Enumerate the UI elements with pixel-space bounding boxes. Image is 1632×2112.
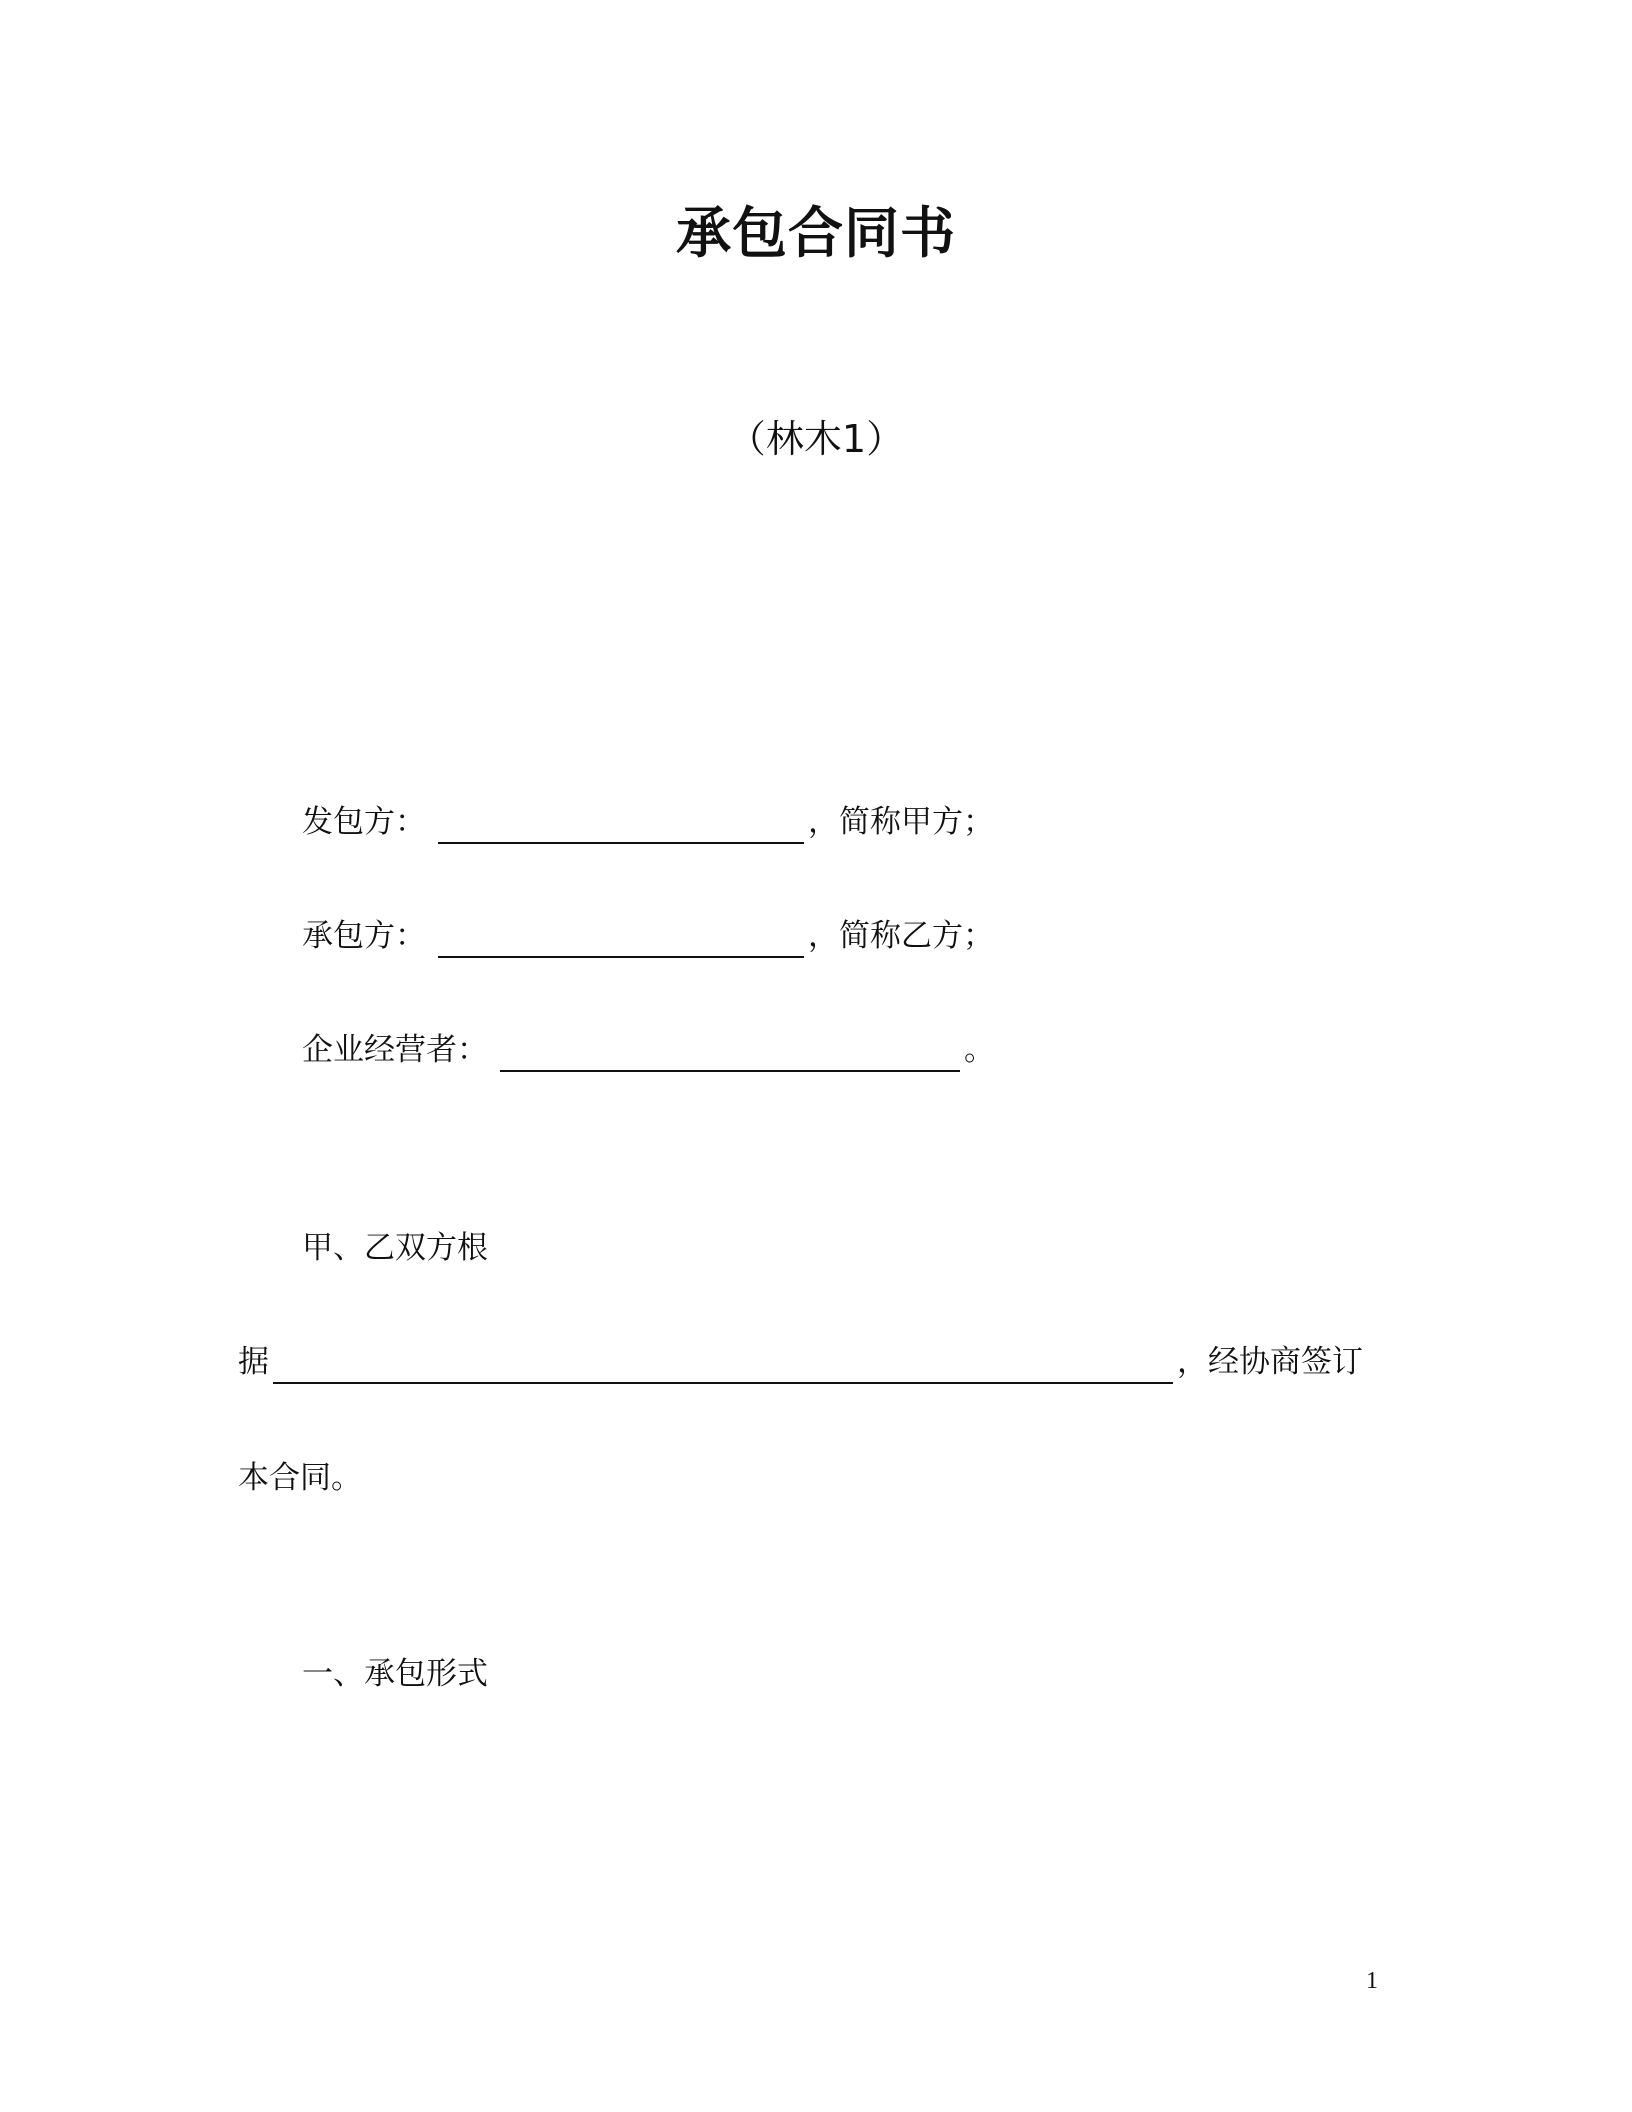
preamble-suffix: ，经协商签订 — [1177, 1344, 1363, 1380]
employer-blank-field[interactable] — [438, 806, 804, 844]
contractor-suffix: ，简称乙方； — [808, 918, 994, 954]
page-number: 1 — [1366, 1968, 1378, 1994]
operator-blank-field[interactable] — [500, 1034, 960, 1072]
basis-blank-field[interactable] — [273, 1346, 1173, 1384]
section-1-heading: 一、承包形式 — [302, 1656, 488, 1692]
preamble-line-3 — [238, 1456, 362, 1500]
document-subtitle: （林木1） — [727, 417, 905, 461]
operator-label: 企业经营者： — [302, 1032, 488, 1068]
party-line-employer — [302, 800, 994, 844]
employer-suffix: ，简称甲方； — [808, 804, 994, 840]
preamble-text-3: 本合同。 — [238, 1460, 362, 1496]
preamble-prefix: 据 — [238, 1344, 269, 1380]
document-title: 承包合同书 — [675, 201, 956, 265]
section-heading — [302, 1652, 488, 1696]
preamble-line-2 — [238, 1340, 1363, 1384]
preamble-text-1: 甲、乙双方根 — [302, 1230, 488, 1266]
contractor-blank-field[interactable] — [438, 920, 804, 958]
party-line-contractor — [302, 914, 994, 958]
party-line-operator — [302, 1028, 995, 1072]
contractor-label: 承包方： — [302, 918, 426, 954]
operator-suffix: 。 — [964, 1032, 995, 1068]
preamble-line-1 — [302, 1226, 488, 1270]
employer-label: 发包方： — [302, 804, 426, 840]
